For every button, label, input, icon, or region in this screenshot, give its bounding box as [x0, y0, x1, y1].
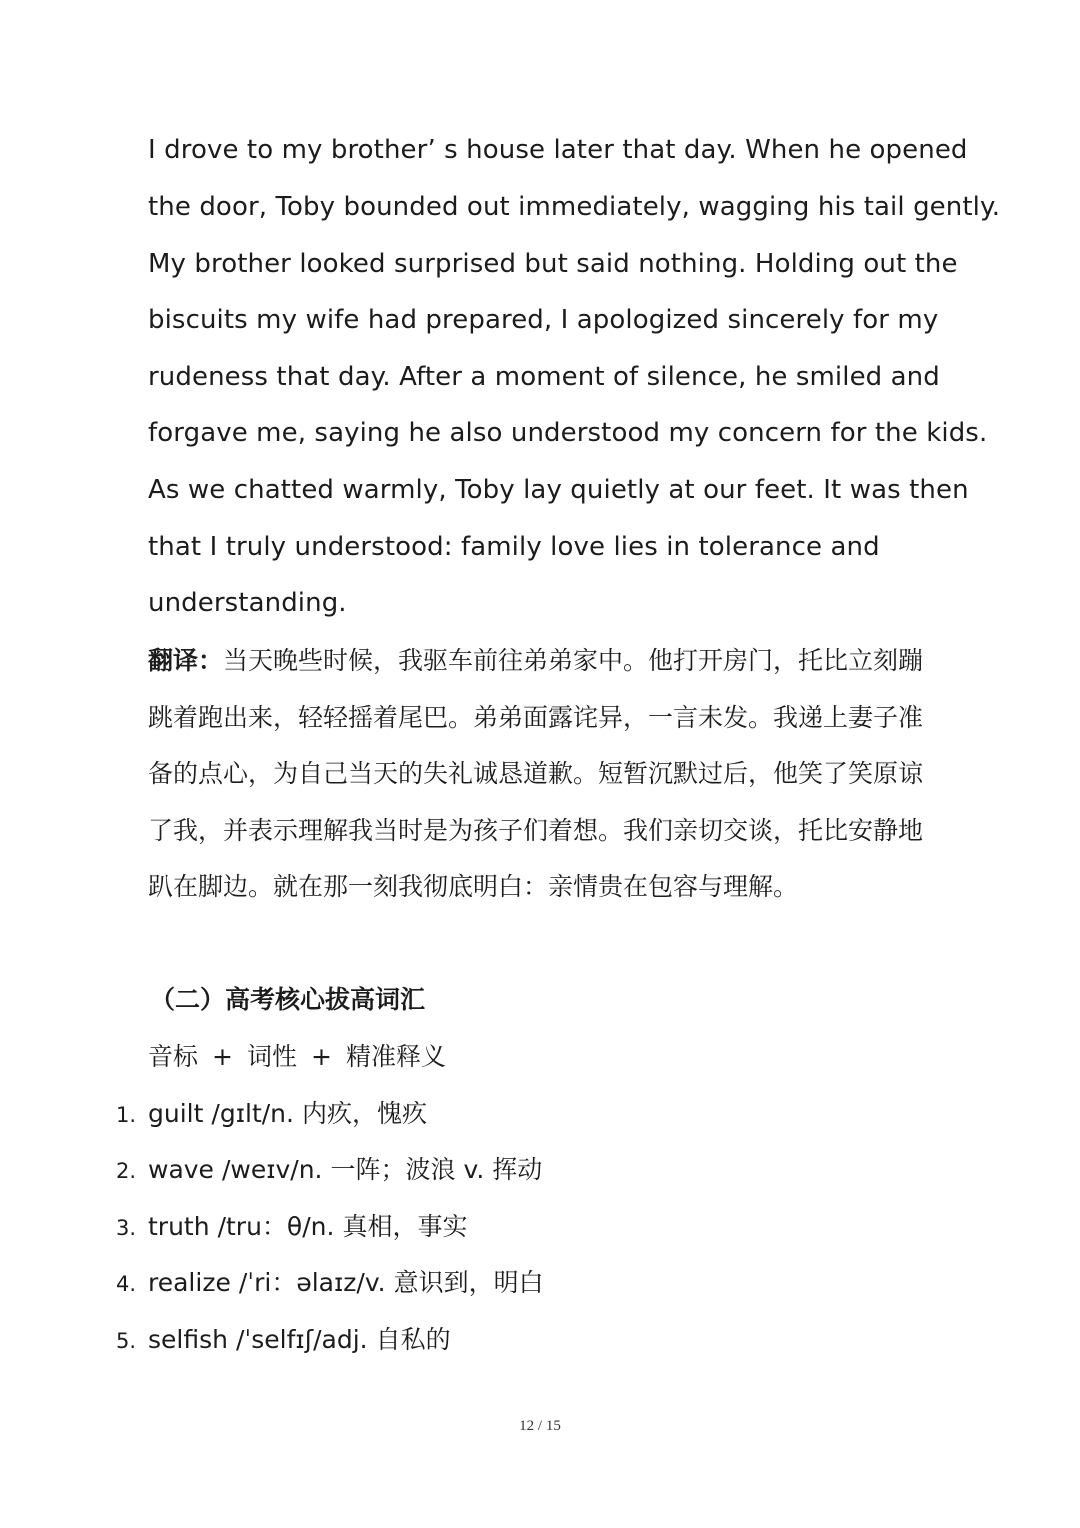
vocab-phonetic: /ˈri：əlaɪz/v. — [238, 1268, 386, 1297]
vocab-meaning: 自私的 — [375, 1325, 451, 1354]
vocab-phonetic: /weɪv/n. — [221, 1155, 323, 1184]
vocab-meaning: 内疚，愧疚 — [301, 1099, 427, 1128]
english-line-9: understanding. — [148, 588, 347, 618]
intro-plus-2: + — [310, 1042, 332, 1071]
english-line-5: rudeness that day. After a moment of silence, he smiled and — [148, 362, 940, 392]
intro-pos: 词性 — [246, 1042, 297, 1071]
intro-meaning: 精准释义 — [345, 1042, 446, 1071]
vocab-number: 5. — [116, 1329, 137, 1353]
vocab-meaning: 意识到，明白 — [393, 1268, 544, 1297]
vocab-item — [116, 1267, 544, 1300]
english-line-2: the door, Toby bounded out immediately, wagging his tail gently. — [148, 192, 1001, 222]
vocab-number: 4. — [116, 1272, 137, 1296]
english-line-1: I drove to my brother’ s house later that day. When he opened — [148, 135, 968, 165]
vocab-word: wave — [148, 1155, 214, 1184]
translation-line-2: 跳着跑出来，轻轻摇着尾巴。弟弟面露诧异，一言未发。我递上妻子准 — [148, 703, 924, 732]
intro-phonetic: 音标 — [148, 1042, 199, 1071]
vocab-word: truth — [148, 1212, 210, 1241]
vocab-item — [116, 1324, 451, 1357]
translation-text-1: 当天晚些时候，我驱车前往弟弟家中。他打开房门，托比立刻蹦 — [223, 646, 924, 675]
translation-line-5: 趴在脚边。就在那一刻我彻底明白：亲情贵在包容与理解。 — [148, 872, 799, 901]
vocab-phonetic: /tru：θ/n. — [217, 1212, 335, 1241]
vocab-meaning: 真相，事实 — [342, 1212, 468, 1241]
translation-line-1 — [148, 645, 923, 677]
vocab-item — [116, 1098, 427, 1131]
vocab-item — [116, 1211, 467, 1244]
english-line-8: that I truly understood: family love lies in tolerance and — [148, 532, 880, 562]
vocab-number: 1. — [116, 1103, 137, 1127]
section-heading: （二）高考核心拔高词汇 — [150, 985, 426, 1014]
vocab-word: selfish — [148, 1325, 228, 1354]
translation-line-4: 了我，并表示理解我当时是为孩子们着想。我们亲切交谈，托比安静地 — [148, 816, 924, 845]
vocab-meaning: 一阵；波浪 v. 挥动 — [330, 1155, 543, 1184]
page-number: 12 / 15 — [519, 1418, 561, 1434]
vocab-intro — [148, 1041, 446, 1073]
vocab-phonetic: /gɪlt/n. — [211, 1099, 294, 1128]
vocab-phonetic: /ˈselfɪʃ/adj. — [235, 1325, 368, 1354]
english-line-7: As we chatted warmly, Toby lay quietly at our feet. It was then — [148, 475, 969, 505]
vocab-word: guilt — [148, 1099, 204, 1128]
vocab-item — [116, 1154, 542, 1187]
translation-label: 翻译： — [148, 646, 224, 675]
english-line-3: My brother looked surprised but said nothing. Holding out the — [148, 249, 958, 279]
english-line-4: biscuits my wife had prepared, I apologized sincerely for my — [148, 305, 939, 335]
intro-plus-1: + — [212, 1042, 233, 1071]
vocab-number: 3. — [116, 1216, 137, 1240]
vocab-word: realize — [148, 1268, 231, 1297]
english-line-6: forgave me, saying he also understood my concern for the kids. — [148, 418, 988, 448]
vocab-number: 2. — [116, 1159, 137, 1183]
translation-line-3: 备的点心，为自己当天的失礼诚恳道歉。短暂沉默过后，他笑了笑原谅 — [148, 759, 924, 788]
